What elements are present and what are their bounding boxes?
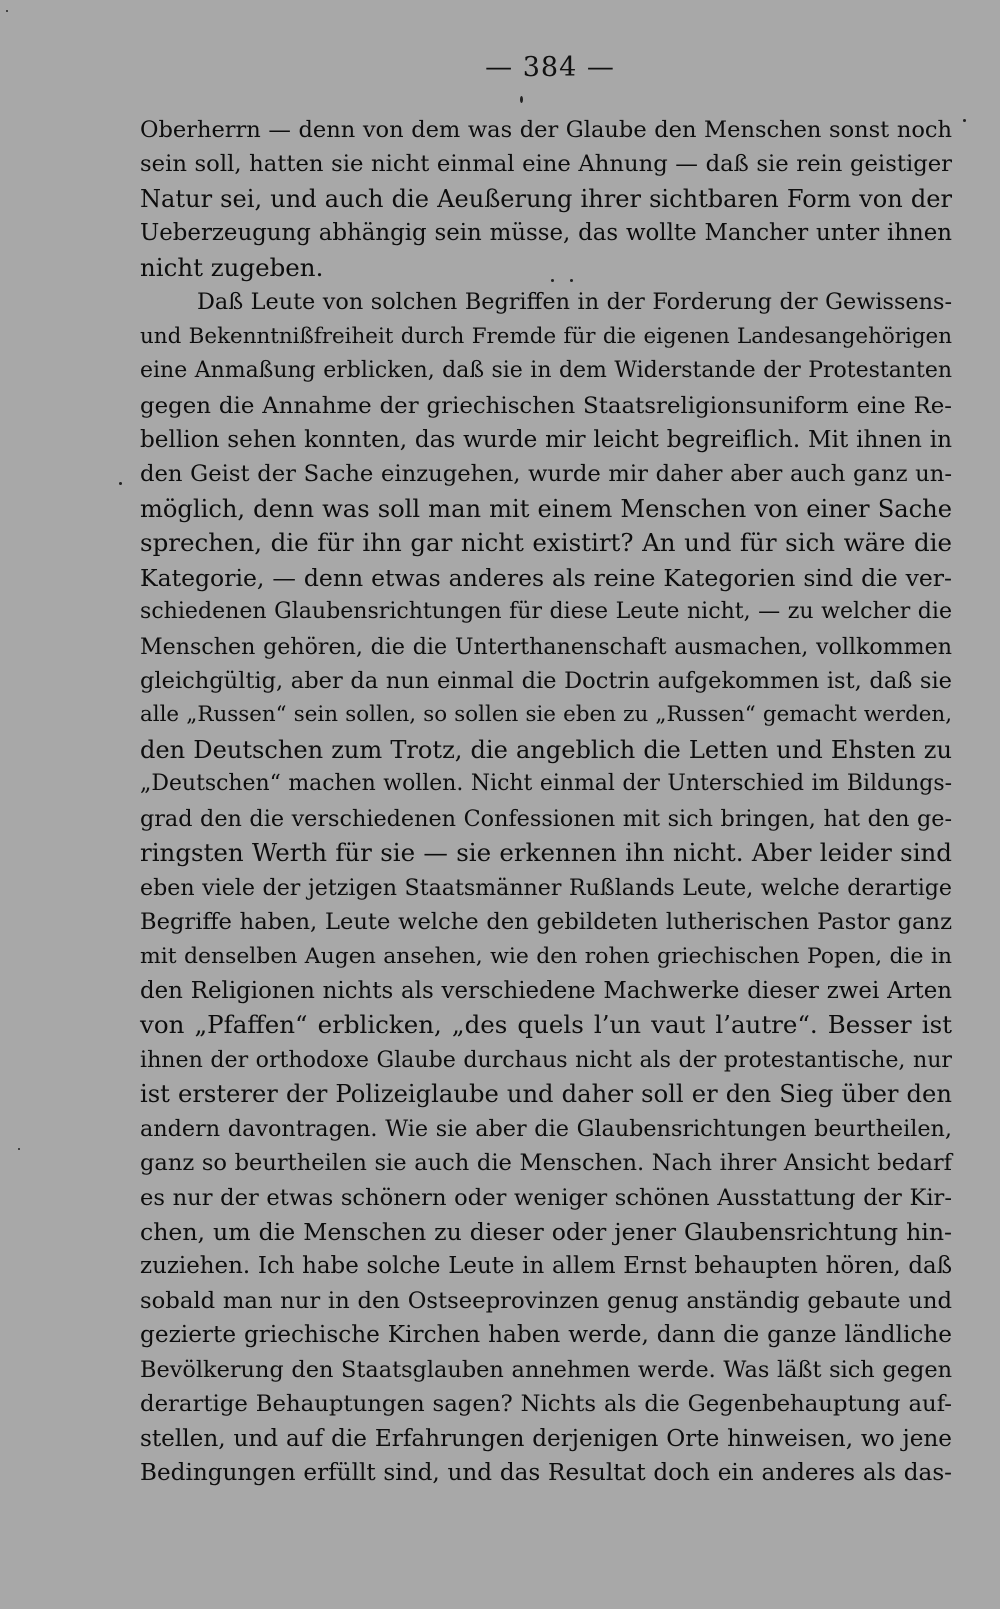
text-line: Daß Leute von solchen Begriffen in der Forderung der Gewissens-	[197, 289, 952, 316]
text-line: „Deutschen“ machen wollen. Nicht einmal der Unterschied im Bildungs-	[140, 771, 952, 797]
page-number: — 384 —	[485, 52, 615, 83]
text-line: sprechen, die für ihn gar nicht existirt? An und für sich wäre die	[140, 528, 952, 558]
text-line: andern davontragen. Wie sie aber die Glaubensrichtungen beurtheilen,	[140, 1115, 952, 1142]
body-text	[140, 113, 952, 1491]
text-line: und Bekenntnißfreiheit durch Fremde für die eigenen Landesangehörigen	[140, 323, 952, 349]
text-line: Ueberzeugung abhängig sein müsse, das wollte Mancher unter ihnen	[140, 220, 952, 247]
print-speck	[963, 119, 966, 122]
text-line: derartige Behauptungen sagen? Nichts als die Gegenbehauptung auf-	[140, 1391, 952, 1418]
text-line: gegen die Annahme der griechischen Staatsreligionsuniform eine Re-	[140, 392, 952, 419]
text-line: den Deutschen zum Trotz, die angeblich die Letten und Ehsten zu	[140, 735, 952, 764]
text-line: Natur sei, und auch die Aeußerung ihrer sichtbaren Form von der	[140, 184, 952, 213]
text-line: Bevölkerung den Staatsglauben annehmen werde. Was läßt sich gegen	[140, 1356, 952, 1383]
text-line: sobald man nur in den Ostseeprovinzen genug anständig gebaute und	[140, 1287, 952, 1314]
text-line: ihnen der orthodoxe Glaube durchaus nicht als der protestantische, nur	[140, 1046, 952, 1073]
text-line: alle „Russen“ sein sollen, so sollen sie eben zu „Russen“ gemacht werden,	[140, 702, 952, 728]
text-line: eben viele der jetzigen Staatsmänner Rußlands Leute, welche derartige	[140, 874, 952, 901]
text-line: sein soll, hatten sie nicht einmal eine Ahnung — daß sie rein geistiger	[140, 151, 952, 178]
text-line: eine Anmaßung erblicken, daß sie in dem Widerstande der Protestanten	[140, 358, 952, 384]
text-line: Begriffe haben, Leute welche den gebildeten lutherischen Pastor ganz	[140, 909, 952, 936]
text-line: chen, um die Menschen zu dieser oder jener Glaubensrichtung hin-	[140, 1218, 952, 1246]
text-line: schiedenen Glaubensrichtungen für diese Leute nicht, — zu welcher die	[140, 599, 952, 625]
text-line: möglich, denn was soll man mit einem Menschen von einer Sache	[140, 494, 952, 523]
text-line: den Geist der Sache einzugehen, wurde mir daher aber auch ganz un-	[140, 461, 952, 488]
text-line: zuziehen. Ich habe solche Leute in allem Ernst behaupten hören, daß	[140, 1253, 952, 1280]
print-speck	[6, 10, 8, 12]
text-line: Kategorie, — denn etwas anderes als reine Kategorien sind die ver-	[140, 563, 952, 592]
print-speck	[119, 482, 122, 485]
text-line: von „Pfaffen“ erblicken, „des quels l’un vaut l’autre“. Besser ist	[140, 1010, 952, 1040]
text-line: stellen, und auf die Erfahrungen derjenigen Orte hinweisen, wo jene	[140, 1425, 952, 1452]
text-line: Bedingungen erfüllt sind, und das Resultat doch ein anderes als das-	[140, 1460, 952, 1487]
print-speck	[520, 96, 523, 103]
text-line: den Religionen nichts als verschiedene Machwerke dieser zwei Arten	[140, 977, 952, 1004]
text-line: ringsten Werth für sie — sie erkennen ihn nicht. Aber leider sind	[140, 838, 952, 868]
text-line: nicht zugeben.	[140, 252, 324, 282]
text-line: gleichgültig, aber da nun einmal die Doctrin aufgekommen ist, daß sie	[140, 668, 952, 694]
print-speck	[18, 1148, 20, 1150]
text-line: es nur der etwas schönern oder weniger schönen Ausstattung der Kir-	[140, 1184, 952, 1211]
text-line: gezierte griechische Kirchen haben werde, dann die ganze ländliche	[140, 1321, 952, 1349]
text-line: Menschen gehören, die die Unterthanenschaft ausmachen, vollkommen	[140, 633, 952, 660]
text-line: ist ersterer der Polizeiglaube und daher soll er den Sieg über den	[140, 1080, 952, 1109]
text-line: mit denselben Augen ansehen, wie den rohen griechischen Popen, die in	[140, 943, 952, 969]
text-line: Oberherrn — denn von dem was der Glaube den Menschen sonst noch	[140, 117, 952, 143]
text-line: bellion sehen konnten, das wurde mir leicht begreiflich. Mit ihnen in	[140, 426, 952, 453]
text-line: ganz so beurtheilen sie auch die Menschen. Nach ihrer Ansicht bedarf	[140, 1150, 952, 1177]
text-line: grad den die verschiedenen Confessionen mit sich bringen, hat den ge-	[140, 805, 952, 832]
